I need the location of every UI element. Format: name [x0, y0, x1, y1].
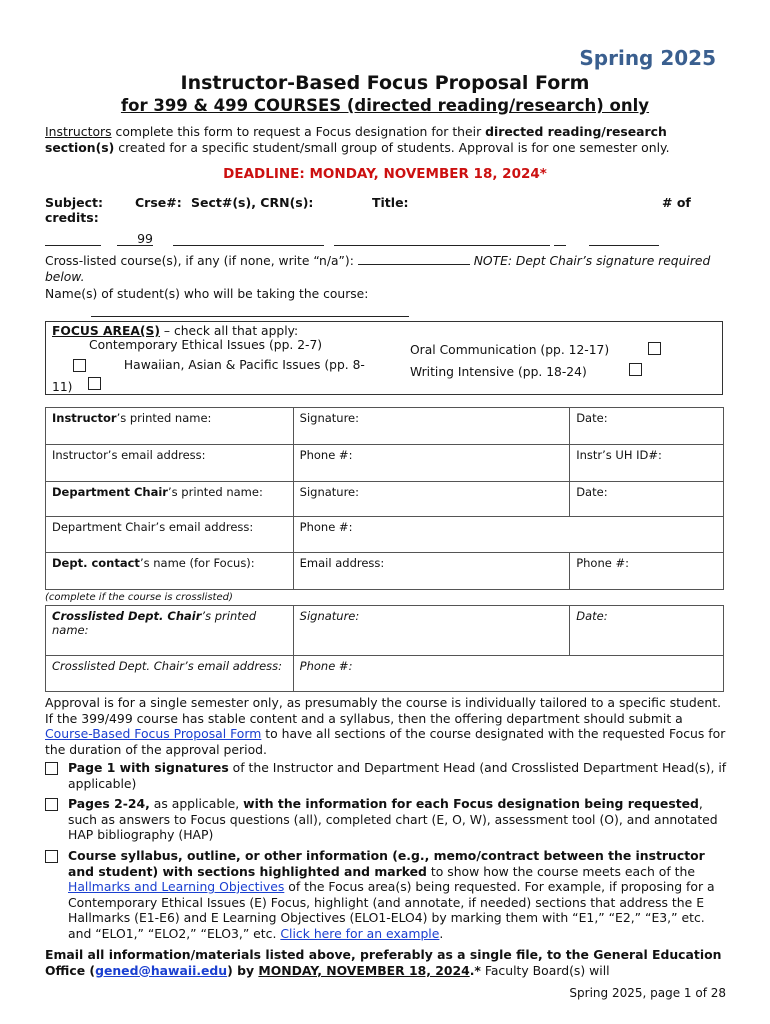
cell-label-bold: Instructor — [52, 411, 117, 425]
cell-label: ’s printed name: — [116, 411, 212, 425]
crosslisted-label: Cross-listed course(s), if any (if none, write “n/a”): — [45, 254, 354, 268]
crosslisted-note: NOTE: Dept Chair’s signature required below. — [45, 254, 711, 284]
cell-label: Phone #: — [299, 520, 353, 534]
form-subtitle: for 399 & 499 COURSES (directed reading/research) only — [120, 96, 650, 115]
focus-item-hap-2: 11) — [52, 380, 73, 394]
checkbox-writing[interactable] — [629, 363, 642, 376]
checklist-item-3 — [45, 848, 730, 942]
focus-hap-cont — [52, 377, 101, 394]
title-label: Title: — [372, 195, 409, 210]
crosslist-chair-name-cell[interactable] — [46, 606, 294, 656]
subject-label: Subject: — [45, 195, 103, 210]
checkbox-hap[interactable] — [73, 359, 86, 372]
table-row — [46, 445, 724, 482]
instructor-name-cell[interactable] — [46, 408, 294, 445]
email-text-4: Faculty Board(s) will — [480, 962, 610, 978]
crse-label: Crse#: — [135, 195, 182, 210]
crosslist-email-cell[interactable] — [46, 656, 294, 692]
deadline: DEADLINE: MONDAY, NOVEMBER 18, 2024* — [223, 166, 547, 182]
approval-text-2: to have all sections of the course designated with the requested Focus for the duration of the approval period. — [45, 726, 726, 757]
chair-phone-cell[interactable] — [293, 517, 723, 553]
checklist-bold: Pages 2-24, — [68, 796, 150, 811]
cell-label: Phone #: — [299, 448, 353, 462]
checklist-text: to show how the course meets each of the — [426, 863, 695, 879]
cell-label: Signature: — [299, 609, 360, 623]
cell-label-bold: Dept. contact — [52, 556, 140, 570]
semester-label: Spring 2025 — [579, 46, 716, 70]
instructor-phone-cell[interactable] — [293, 445, 570, 482]
cell-label: Date: — [576, 609, 608, 623]
cell-label-bold: Department Chair — [52, 485, 168, 499]
cell-label: Crosslisted Dept. Chair’s email address: — [52, 659, 283, 673]
cell-label: Signature: — [299, 411, 360, 425]
focus-item-writing: Writing Intensive (pp. 18-24) — [410, 365, 587, 379]
focus-item-ethics: Contemporary Ethical Issues (pp. 2-7) — [89, 338, 323, 352]
crosslisted-line — [45, 253, 735, 285]
focus-check-row-hap — [73, 358, 365, 372]
course-based-form-link[interactable]: Course-Based Focus Proposal Form — [45, 726, 262, 742]
instructor-signature-cell[interactable] — [293, 408, 570, 445]
title-field[interactable] — [334, 233, 550, 246]
sect-field[interactable] — [173, 233, 324, 246]
email-text-3: .* — [469, 962, 481, 978]
email-text-1: Email all information/materials listed above, preferably as a single file, to the General Education Office ( — [45, 947, 722, 978]
crosslist-table — [45, 605, 724, 692]
table-row — [46, 408, 724, 445]
checklist-text-2: of the Focus area(s) being requested. For example, if proposing for a Contemporary Ethical Issues (E) Focus, highlight (and annotate, if needed) sections that address the E Hallmarks (E1-E6) and E Learning Objectives (ELO1-ELO4) by marking them with “E1,” “E2,” “E3,” etc. and “ELO1,” “ELO2,” “ELO3,” etc. — [68, 879, 715, 941]
intro-instructors: Instructors — [45, 124, 112, 139]
intro-text-1: complete this form to request a Focus designation for their — [111, 124, 486, 139]
focus-heading-line — [52, 324, 298, 338]
crosslisted-field[interactable] — [358, 253, 470, 265]
email-text-2: ) by — [227, 962, 259, 978]
approval-text-1: Approval is for a single semester only, as presumably the course is individually tailored to a specific student. If the 399/499 course has stable content and a syllabus, then the offering department should submit a — [45, 695, 722, 726]
cell-label: Date: — [576, 485, 608, 499]
focus-item-oral: Oral Communication (pp. 12-17) — [410, 343, 610, 357]
cell-label: Signature: — [299, 485, 360, 499]
checklist-bold: Course syllabus, outline, or other information (e.g., memo/contract between the instructor and student) with sections highlighted and marked — [68, 848, 705, 879]
cell-label: Department Chair’s email address: — [52, 520, 254, 534]
cell-label-bold: Crosslisted Dept. Chair — [52, 609, 202, 623]
cell-label: Instr’s UH ID#: — [576, 448, 662, 462]
contact-email-cell[interactable] — [293, 553, 570, 590]
cell-label: Date: — [576, 411, 608, 425]
cell-label: Instructor’s email address: — [52, 448, 206, 462]
contact-name-cell[interactable] — [46, 553, 294, 590]
cell-label: ’s printed name: — [167, 485, 263, 499]
crosslist-date-cell[interactable] — [570, 606, 724, 656]
crosslist-caption: (complete if the course is crosslisted) — [45, 592, 233, 603]
crosslist-phone-cell[interactable] — [293, 656, 723, 692]
students-field[interactable] — [91, 306, 409, 317]
cell-label: Phone #: — [576, 556, 629, 570]
title-field-end — [554, 233, 566, 246]
checkbox-oral[interactable] — [648, 342, 661, 355]
page-footer: Spring 2025, page 1 of 28 — [569, 986, 726, 1000]
instructor-date-cell[interactable] — [570, 408, 724, 445]
cell-label: Email address: — [299, 556, 385, 570]
cell-label: ’s name (for Focus): — [139, 556, 255, 570]
example-link[interactable]: Click here for an example — [280, 925, 440, 941]
checklist-bold: Page 1 with signatures — [68, 760, 229, 775]
focus-heading: FOCUS AREA(S) — [52, 324, 161, 338]
email-paragraph — [45, 947, 730, 978]
sect-label: Sect#(s), CRN(s): — [191, 195, 314, 210]
checklist-text: as applicable, — [149, 796, 244, 811]
approval-paragraph — [45, 695, 730, 757]
checkbox-syllabus[interactable] — [45, 850, 58, 863]
subject-field[interactable] — [45, 233, 101, 246]
students-label: Name(s) of student(s) who will be taking the course: — [45, 287, 369, 301]
email-deadline: MONDAY, NOVEMBER 18, 2024 — [258, 962, 470, 978]
checklist-bold-2: with the information for each Focus designation being requested — [243, 796, 699, 811]
intro-text-2: created for a specific student/small group of students. Approval is for one semester only. — [114, 139, 670, 155]
crse-field[interactable] — [117, 233, 153, 246]
cell-label: ’s printed name: — [52, 609, 257, 637]
credits-label: # of — [662, 195, 691, 210]
intro-bold: directed reading/research section(s) — [45, 124, 667, 155]
chair-email-cell[interactable] — [46, 517, 294, 553]
focus-area-box — [45, 321, 723, 395]
checklist-text: of the Instructor and Department Head (and Crosslisted Department Head(s), if applicable) — [68, 760, 727, 791]
table-row — [46, 656, 724, 692]
checklist-text-2: , such as answers to Focus questions (all), completed chart (E, O, W), assessment tool (O), and annotated HAP bibliography (HAP) — [68, 796, 718, 843]
checkbox-pages[interactable] — [45, 798, 58, 811]
credits-label-2: credits: — [45, 210, 99, 225]
table-row — [46, 482, 724, 517]
signature-table — [45, 407, 724, 590]
instructor-email-cell[interactable] — [46, 445, 294, 482]
chair-date-cell[interactable] — [570, 482, 724, 517]
table-row — [46, 517, 724, 553]
chair-name-cell[interactable] — [46, 482, 294, 517]
table-row — [46, 606, 724, 656]
credits-field[interactable] — [589, 233, 659, 246]
crosslist-signature-cell[interactable] — [293, 606, 570, 656]
contact-phone-cell[interactable] — [570, 553, 724, 590]
checklist-item-1 — [45, 760, 730, 791]
gened-email-link[interactable]: gened@hawaii.edu — [95, 962, 228, 978]
form-title: Instructor-Based Focus Proposal Form — [180, 72, 590, 94]
cell-label: Phone #: — [299, 659, 353, 673]
hallmarks-link[interactable]: Hallmarks and Learning Objectives — [68, 879, 285, 895]
focus-item-hap: Hawaiian, Asian & Pacific Issues (pp. 8- — [123, 358, 365, 372]
crse-value: 99 — [137, 231, 153, 246]
focus-instruction: – check all that apply: — [160, 324, 299, 338]
intro-paragraph — [45, 124, 735, 155]
checklist-item-2 — [45, 796, 730, 843]
table-row — [46, 553, 724, 590]
instructor-uhid-cell[interactable] — [570, 445, 724, 482]
checkbox-page1[interactable] — [45, 762, 58, 775]
chair-signature-cell[interactable] — [293, 482, 570, 517]
checklist-text-3: . — [439, 925, 444, 941]
checkbox-ethics[interactable] — [88, 377, 101, 390]
